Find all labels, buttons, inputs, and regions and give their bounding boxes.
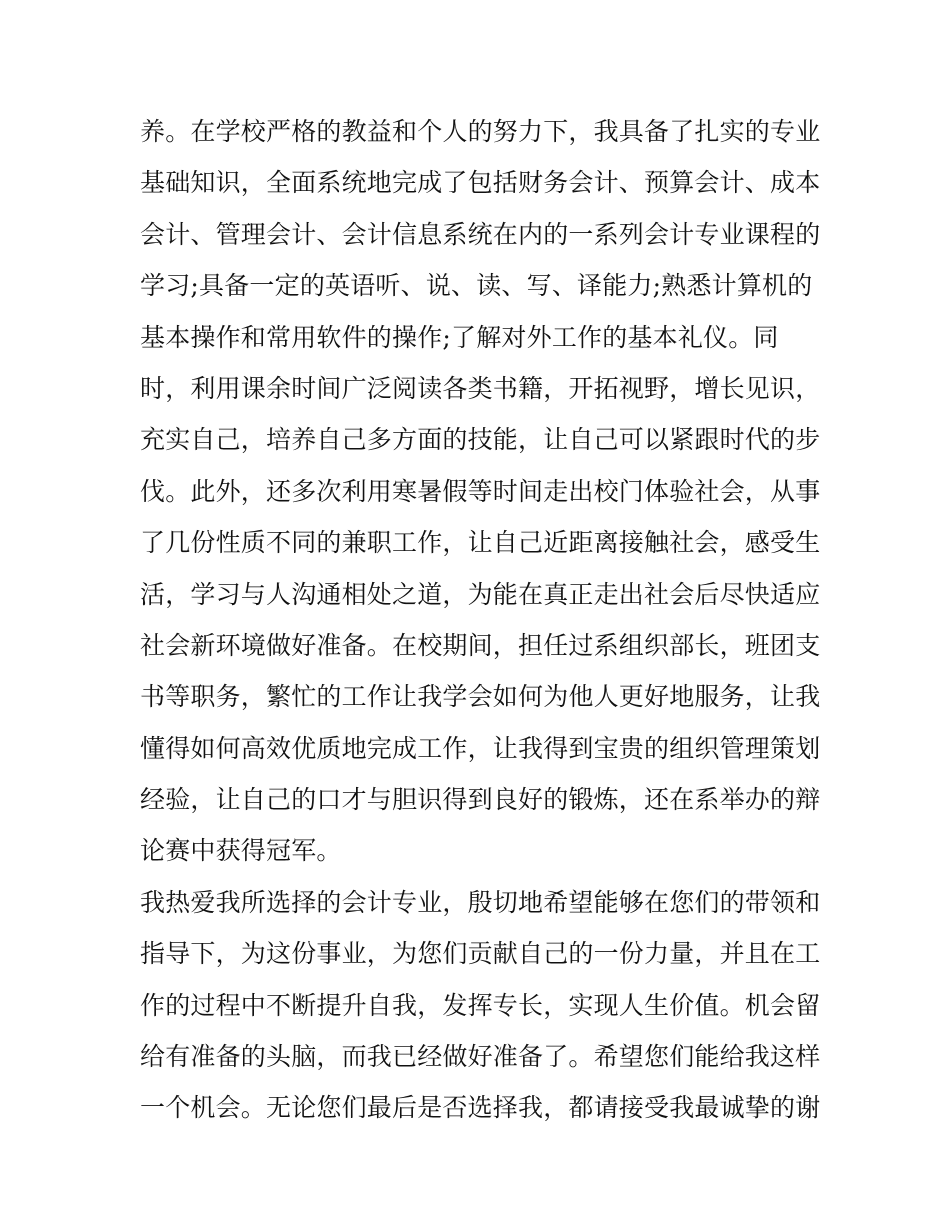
text-line: 懂得如何高效优质地完成工作，让我得到宝贵的组织管理策划 [140, 733, 821, 763]
text-line: 指导下，为这份事业，为您们贡献自己的一份力量，并且在工 [140, 939, 821, 969]
text-line: 基础知识，全面系统地完成了包括财务会计、预算会计、成本 [140, 168, 821, 198]
text-line: 了几份性质不同的兼职工作，让自己近距离接触社会，感受生 [140, 528, 821, 558]
text-line: 社会新环境做好准备。在校期间，担任过系组织部长，班团支 [140, 630, 821, 660]
text-line: 伐。此外，还多次利用寒暑假等时间走出校门体验社会，从事 [140, 476, 821, 506]
text-line: 我热爱我所选择的会计专业，殷切地希望能够在您们的带领和 [140, 887, 821, 917]
text-line: 书等职务，繁忙的工作让我学会如何为他人更好地服务，让我 [140, 682, 821, 712]
text-line: 养。在学校严格的教益和个人的努力下，我具备了扎实的专业 [140, 117, 821, 146]
text-line: 学习;具备一定的英语听、说、读、写、译能力;熟悉计算机的 [140, 271, 813, 301]
body-text [140, 106, 830, 1134]
text-line: 会计、管理会计、会计信息系统在内的一系列会计专业课程的 [140, 219, 821, 249]
text-line: 作的过程中不断提升自我，发挥专长，实现人生价值。机会留 [140, 990, 821, 1020]
text-line: 一个机会。无论您们最后是否选择我，都请接受我最诚挚的谢 [140, 1093, 821, 1123]
text-line: 论赛中获得冠军。 [140, 836, 342, 866]
text-line: 基本操作和常用软件的操作;了解对外工作的基本礼仪。同 [140, 322, 779, 352]
text-line: 时，利用课余时间广泛阅读各类书籍，开拓视野，增长见识， [140, 373, 821, 403]
text-line: 经验，让自己的口才与胆识得到良好的锻炼，还在系举办的辩 [140, 785, 821, 815]
text-line: 给有准备的头脑，而我已经做好准备了。希望您们能给我这样 [140, 1042, 821, 1072]
text-line: 活，学习与人沟通相处之道，为能在真正走出社会后尽快适应 [140, 579, 821, 609]
text-line: 充实自己，培养自己多方面的技能，让自己可以紧跟时代的步 [140, 425, 821, 455]
